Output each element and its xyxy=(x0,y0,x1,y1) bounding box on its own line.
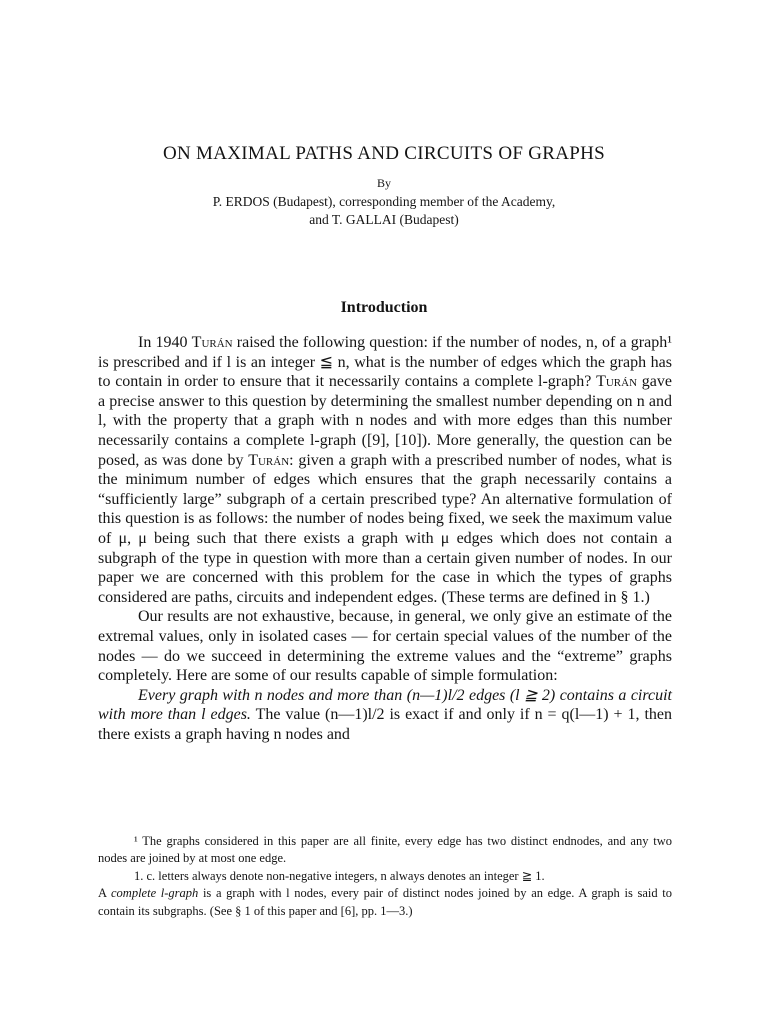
author-block xyxy=(0,193,768,229)
p1-text-b: raised the following question: if the number of nodes, n, of a graph¹ is prescribed and if l is an integer ≦ n, what is the number of edges which the graph has to contain in order to ensure that it necessarily contains a complete l-graph? xyxy=(98,334,672,391)
footnote-2-term: complete l-graph xyxy=(111,886,199,901)
footnotes xyxy=(98,833,672,920)
body-text xyxy=(98,333,672,744)
author-line-2: and T. GALLAI (Budapest) xyxy=(309,212,459,227)
author-name-turan: Turán xyxy=(248,451,290,469)
byline-label: By xyxy=(376,176,391,190)
section-heading-introduction: Introduction xyxy=(340,299,428,316)
paragraph-1 xyxy=(98,333,672,607)
p1-text-d: : given a graph with a prescribed number of nodes, what is the minimum number of edges which ensures that the graph necessarily contains a “sufficiently large” subgraph of a certain prescribed type? An alternative formulation of this question is as follows: the number of nodes being fixed, we seek the maximum value of μ, μ being such that there exists a graph with μ edges which does not contain a subgraph of the type in question with more than a certain given number of nodes. In our paper we are concerned with this problem for the case in which the types of graphs considered are paths, circuits and independent edges. (These terms are defined in § 1.) xyxy=(98,451,672,606)
p3-text-rest: The value (n—1)l/2 is exact if and only if n = q(l—1) + 1, then there exists a graph having n nodes and xyxy=(98,706,673,743)
author-name-turan: Turán xyxy=(191,334,233,351)
paper-title: ON MAXIMAL PATHS AND CIRCUITS OF GRAPHS xyxy=(162,143,606,164)
paragraph-3 xyxy=(98,686,672,745)
author-line-1: P. ERDOS (Budapest), corresponding member of the Academy, xyxy=(212,194,556,209)
footnote-2-continuation xyxy=(98,885,672,920)
footnote-2-text-b: is a graph with l nodes, every pair of distinct nodes joined by an edge. A graph is said to contain its subgraphs. (See § 1 of this paper and [6], pp. 1—3.) xyxy=(98,886,672,918)
author-name-turan: Turán xyxy=(596,373,638,391)
footnote-1: ¹ The graphs considered in this paper are all finite, every edge has two distinct endnodes, and any two nodes are joined by at most one edge. xyxy=(98,834,672,866)
paragraph-2: Our results are not exhaustive, because, in general, we only give an estimate of the extremal values, only in isolated cases — for certain special values of the number of the nodes — do we succeed in determining the extreme values and the “extreme” graphs completely. Here are some of our results capable of simple formulation: xyxy=(98,608,672,685)
p1-text-c: gave a precise answer to this question by determining the smallest number depending on n and l, with the property that a graph with n nodes and with more edges than this number necessarily contains a complete l-graph ([9], [10]). More generally, the question can be posed, as was done by xyxy=(98,373,673,469)
theorem-statement: Every graph with n nodes and more than (n—1)l/2 edges (l ≧ 2) contains a circuit with more than l edges. xyxy=(98,686,672,724)
p1-text-a: In 1940 xyxy=(138,334,192,351)
footnote-2-text-a: A xyxy=(98,886,111,901)
footnote-2-line-1: 1. c. letters always denote non-negative integers, n always denotes an integer ≧ 1. xyxy=(134,868,545,883)
